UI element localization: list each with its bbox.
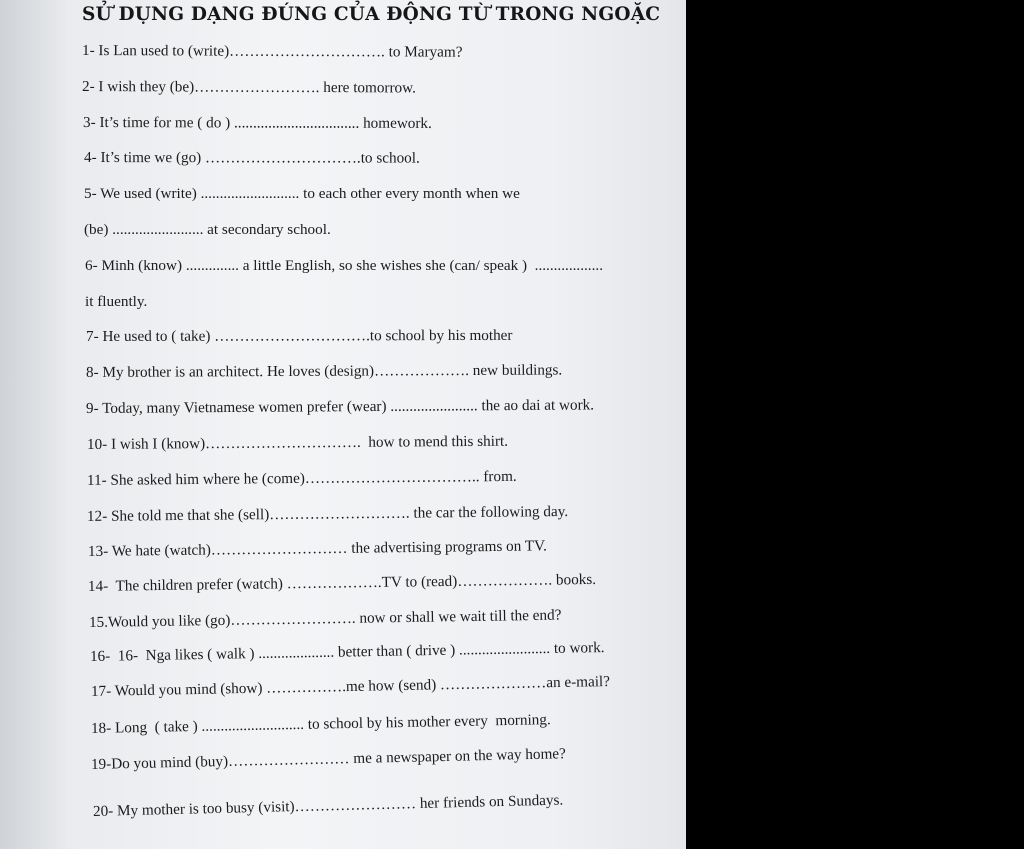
exercise-line-5b: (be) ........................ at secondary school. [84,221,331,238]
exercise-line-20: 20- My mother is too busy (visit)…………………… her friends on Sundays. [92,791,564,820]
exercise-line-6: 6- Minh (know) .............. a little English, so she wishes she (can/ speak ) .................. [85,257,603,274]
exercise-line-9: 9- Today, many Vietnamese women prefer (wear) ....................... the ao dai at work. [85,396,595,417]
worksheet-title: SỬ DỤNG DẠNG ĐÚNG CỦA ĐỘNG TỪ TRONG NGOẶC [82,4,661,25]
exercise-line-2: 2- I wish they (be)……………………. here tomorrow. [81,78,416,97]
exercise-line-17: 17- Would you mind (show) …………….me how (send) …………………an e-mail? [90,673,611,700]
exercise-line-3: 3- It’s time for me ( do ) ................................. homework. [82,114,432,132]
exercise-line-1: 1- Is Lan used to (write)…………………………. to Maryam? [81,42,463,61]
exercise-line-12: 12- She told me that she (sell)………………………. the car the following day. [86,502,569,525]
exercise-line-19: 19-Do you mind (buy)…………………… me a newspaper on the way home? [90,745,566,773]
exercise-line-15: 15.Would you like (go)……………………. now or shall we wait till the end? [88,606,562,631]
exercise-line-11: 11- She asked him where he (come)…………………………….. from. [86,467,517,489]
exercise-line-14: 14- The children prefer (watch) ……………….TV to (read)………………. books. [87,570,597,595]
exercise-line-7: 7- He used to ( take) ………………………….to school by his mother [85,326,513,345]
exercise-line-8: 8- My brother is an architect. He loves (design)………………. new buildings. [85,361,563,381]
exercise-line-10: 10- I wish I (know)…………………………. how to mend this shirt. [86,432,509,453]
exercise-line-13: 13- We hate (watch)……………………… the advertising programs on TV. [87,537,548,560]
exercise-line-4: 4- It’s time we (go) ………………………….to school. [83,149,420,167]
exercise-line-6b: it fluently. [85,293,148,310]
exercise-line-16: 16- 16- Nga likes ( walk ) .................... better than ( drive ) ........................ to work. [89,639,605,665]
exercise-line-18: 18- Long ( take ) ........................... to school by his mother every morning. [90,711,551,737]
exercise-line-5: 5- We used (write) .......................... to each other every month when we [84,185,520,202]
